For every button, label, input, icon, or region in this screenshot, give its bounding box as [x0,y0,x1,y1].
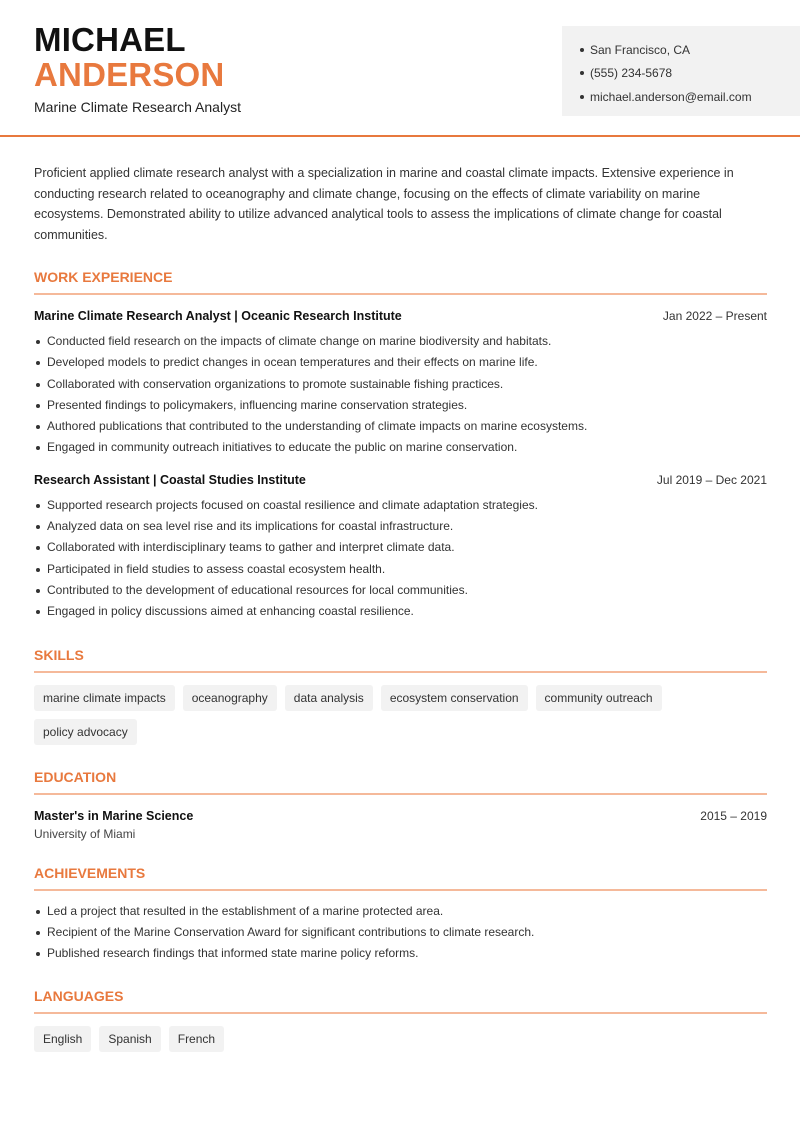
bullet-icon [580,71,584,75]
list-item: Authored publications that contributed to the understanding of climate impacts on marine ecosystems. [34,416,767,437]
email-text: michael.anderson@email.com [590,89,752,104]
job-entry [34,309,767,459]
list-item: Participated in field studies to assess coastal ecosystem health. [34,559,767,580]
list-item: Developed models to predict changes in ocean temperatures and their effects on marine life. [34,352,767,373]
contact-email [580,85,800,109]
job-entry-dates: Jul 2019 – Dec 2021 [656,472,767,487]
language-tag: English [34,1026,91,1052]
skill-tag: data analysis [285,685,373,711]
degree: Master's in Marine Science [34,808,194,823]
work-experience-section [34,269,767,623]
phone-text: (555) 234-5678 [590,66,673,81]
skill-tag: oceanography [183,685,277,711]
list-item: Conducted field research on the impacts of climate change on marine biodiversity and habitats. [34,331,767,352]
skill-tags [34,685,767,745]
resume-header [0,0,800,137]
section-title: SKILLS [34,647,767,673]
education-entry [34,809,767,841]
section-title: EDUCATION [34,769,767,795]
language-tag: Spanish [99,1026,160,1052]
section-title: WORK EXPERIENCE [34,269,767,295]
job-bullets [34,331,767,459]
resume-body [34,163,767,1052]
list-item: Published research findings that informed state marine policy reforms. [34,943,767,964]
education-dates: 2015 – 2019 [700,808,767,823]
school: University of Miami [34,826,136,841]
list-item: Engaged in policy discussions aimed at enhancing coastal resilience. [34,601,767,622]
job-entry-title: Research Assistant | Coastal Studies Institute [34,472,306,487]
skill-tag: ecosystem conservation [381,685,528,711]
skill-tag: marine climate impacts [34,685,175,711]
list-item: Presented findings to policymakers, influencing marine conservation strategies. [34,395,767,416]
list-item: Collaborated with interdisciplinary teams to gather and interpret climate data. [34,537,767,558]
first-name: MICHAEL [34,21,186,58]
job-entry [34,473,767,623]
list-item: Supported research projects focused on coastal resilience and climate adaptation strategies. [34,495,767,516]
language-tag: French [169,1026,224,1052]
candidate-name [34,22,224,92]
last-name: ANDERSON [34,56,225,93]
job-title: Marine Climate Research Analyst [34,99,241,115]
section-title: ACHIEVEMENTS [34,865,767,891]
contact-box [562,26,800,116]
job-entry-dates: Jan 2022 – Present [662,309,767,323]
list-item: Led a project that resulted in the establishment of a marine protected area. [34,901,767,922]
languages-section [34,988,767,1052]
contact-location [580,38,800,62]
skills-section [34,647,767,745]
section-title: LANGUAGES [34,988,767,1014]
contact-phone [580,62,800,86]
bullet-icon [580,95,584,99]
job-bullets [34,495,767,623]
list-item: Recipient of the Marine Conservation Award for significant contributions to climate research. [34,922,767,943]
job-entry-title: Marine Climate Research Analyst | Oceanic Research Institute [34,309,402,323]
skill-tag: community outreach [536,685,662,711]
language-tags [34,1026,767,1052]
achievement-list [34,901,767,965]
education-section [34,769,767,841]
summary: Proficient applied climate research analyst with a specialization in marine and coastal climate impacts. Extensive experience in conducting research related to oceanography and climate change, focusing on the effects of climate variability on marine ecosystems. Demonstrated ability to utilize advanced analytical tools to assess the implications of climate change for coastal communities. [34,166,734,242]
list-item: Engaged in community outreach initiatives to educate the public on marine conservation. [34,437,767,458]
location-text: San Francisco, CA [590,42,691,57]
list-item: Collaborated with conservation organizations to promote sustainable fishing practices. [34,374,767,395]
list-item: Contributed to the development of educational resources for local communities. [34,580,767,601]
achievements-section [34,865,767,965]
bullet-icon [580,48,584,52]
list-item: Analyzed data on sea level rise and its implications for coastal infrastructure. [34,516,767,537]
skill-tag: policy advocacy [34,719,137,745]
